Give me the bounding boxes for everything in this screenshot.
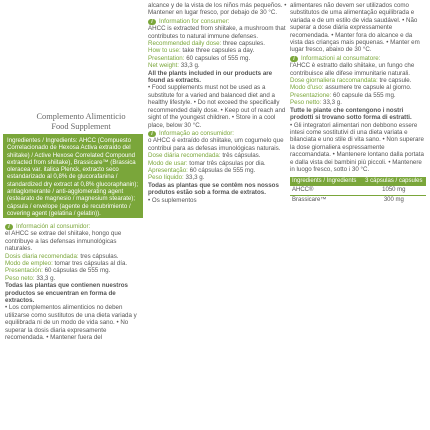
column-english-portuguese (148, 2, 288, 204)
info-icon: i (290, 56, 298, 62)
dose-label-it: Dose giornaliera raccomandata: (290, 77, 378, 85)
info-icon: i (148, 19, 156, 25)
dose-value-en: three capsules. (223, 40, 265, 48)
presentation-value-en: 60 capsules of 555 mg. (186, 54, 251, 62)
usage-value-en: take three capsules a day. (182, 47, 255, 55)
info-text-pt: o AHCC é extraído do shiitake, um cogumelo que contribui para as defesas imunológicas naturais. (148, 137, 284, 152)
ingredients-text: Ingredientes / Ingredients: AHCC (Compuesto Correlacionado de Hexosa Activa extraído del shiitake) / Active Hexose Correlated Compound extracted from shiitake), Brassicare™ (Brassica oleracea var. italica Plenck, extracto seco estandarizado al 0,8% de glucorafanina / standardized dry extract at 0,8% glucoraphanin); antiaglomerante / anti-agglomerating agent (estearato de magnesio / magnesium stearate); cápsula / envelope (agente de recubrimiento / covering agent (gelatina / gelatin)). (7, 137, 139, 217)
title-en: Food Supplement (51, 122, 111, 131)
weight-value-pt: 33,3 g. (185, 174, 205, 182)
warnings-pt: • Os suplementos (148, 196, 197, 204)
presentation-value-es: 60 cápsulas de 555 mg. (44, 267, 111, 275)
warnings-es: • Los complementos alimenticios no deben utilizarse como sustitutos de una dieta variada y equilibrada ni de un modo de vida sano. • No superar la dosis diaria expresamente recomendada. • Mantener fuera del (5, 304, 137, 342)
warnings-it: • Gli integratori alimentari non debbono essere intesi come sostitutivi di una dieta variata e bilanciata e uno stile di vita sano. • Non superare la dose giornaliera espressamente raccomandata. • Mantenere lontano dalla portata e dalla vista dei bambini più piccoli. • Mantenere in luogo fresco, sotto i 30 °C. (290, 121, 424, 173)
table-header-capsules: 3 cápsulas / capsules (362, 177, 426, 186)
table-cell-value: 1050 mg (362, 186, 426, 196)
info-heading-es (5, 223, 143, 230)
title-es: Complemento Alimenticio (36, 112, 126, 121)
weight-value-en: 33,3 g. (180, 62, 200, 70)
weight-value-it: 33,3 g. (323, 99, 342, 107)
extracts-note-pt: Todas as plantas que se contêm nos nossos produtos estão sob a forma de extratos. (148, 181, 279, 197)
presentation-label-it: Presentazione: (290, 91, 332, 99)
info-title-es: Información al consumidor: (16, 223, 91, 230)
table-cell-name: Brassicare™ (292, 197, 327, 204)
presentation-value-pt: 60 cápsulas de 555 mg. (189, 166, 256, 174)
table-header-ingredients: Ingredients / Ingredients (290, 177, 362, 186)
dose-value-es: tres cápsulas. (80, 252, 119, 260)
usage-label-en: How to use: (148, 47, 181, 55)
dose-value-pt: três cápsulas. (222, 152, 261, 160)
dose-label-en: Recommended daily dose: (148, 40, 222, 48)
product-title (22, 112, 140, 132)
presentation-label-en: Presentation: (148, 54, 185, 62)
table-row (290, 196, 426, 206)
weight-label-es: Peso neto: (5, 274, 35, 282)
info-title-en: Information for consumer: (159, 17, 230, 25)
info-title-pt: Informação ao consumidor: (159, 129, 234, 137)
info-text-es: el AHCC se extrae del shiitake, hongo que contribuye a las defensas inmunológicas naturales. (5, 230, 122, 253)
weight-label-pt: Peso líquido: (148, 174, 184, 182)
info-text-it: l'AHCC è estratto dallo shiitake, un fungo che contribuisce alle difese immunitarie naturali. (290, 62, 415, 77)
info-heading-it (290, 55, 426, 62)
column-spanish (5, 222, 143, 342)
usage-label-pt: Modo de usar: (148, 159, 188, 167)
table-cell-name: AHCC® (290, 186, 362, 196)
dose-value-it: tre capsule. (379, 77, 412, 85)
info-icon: i (148, 131, 156, 137)
warnings-continued-es: alcance y de la vista de los niños más pequeños. • Mantener en lugar fresco, por debajo de 30 °C. (148, 2, 287, 17)
dose-label-pt: Dose diária recomendada: (148, 152, 221, 160)
usage-value-it: assumere tre capsule al giorno. (325, 84, 412, 92)
usage-label-it: Modo d'uso: (290, 84, 324, 92)
weight-value-es: 33,3 g. (36, 274, 56, 282)
table-row (290, 186, 426, 196)
extracts-note-it: Tutte le piante che contengono i nostri prodotti si trovano sotto forma di estratti. (290, 106, 412, 122)
info-heading-pt (148, 130, 288, 137)
usage-value-pt: tomar três cápsulas por dia. (189, 159, 266, 167)
ingredients-table (290, 177, 426, 205)
table-header-row (290, 177, 426, 186)
ingredients-box (3, 134, 143, 218)
info-heading-en (148, 18, 288, 25)
table-cell-value: 300 mg (383, 197, 404, 204)
dose-label-es: Dosis diaria recomendada: (5, 252, 79, 260)
warnings-en: • Food supplements must not be used as a substitute for a varied and balanced diet and a healthy lifestyle. • Do not exceed the specifically recommended daily dose. • Keep out of reach and sight of the youngest children. • Store in a cool place, below 30 °C. (148, 84, 286, 129)
weight-label-en: Net weight: (148, 62, 179, 70)
usage-value-es: tomar tres cápsulas al día. (54, 260, 128, 268)
warnings-continued-pt: alimentares não devem ser utilizados como substitutos de uma alimentação equilibrada e variada e de um estilo de vida saudável. • Não superar a dose diária expressamente recomendada. • Manter fora do alcance e da vista das crianças mais pequenas. • Manter em lugar fresco, abaixo de 30 °C. (290, 2, 420, 54)
presentation-label-pt: Apresentação: (148, 166, 188, 174)
presentation-value-it: 60 capsule da 555 mg. (333, 91, 396, 99)
extracts-note-en: All the plants included in our products are found as extracts. (148, 69, 273, 85)
extracts-note-es: Todas las plantas que contienen nuestros productos se encuentran en forma de extractos. (5, 282, 128, 305)
weight-label-it: Peso netto: (290, 99, 322, 107)
info-title-it: Informazioni al consumatore: (301, 54, 381, 62)
presentation-label-es: Presentación: (5, 267, 43, 275)
column-italian (290, 2, 426, 205)
usage-label-es: Modo de empleo: (5, 260, 53, 268)
info-icon: i (5, 224, 13, 230)
info-text-en: AHCC is extracted from shiitake, a mushroom that contributes to natural immune defenses. (148, 25, 286, 40)
